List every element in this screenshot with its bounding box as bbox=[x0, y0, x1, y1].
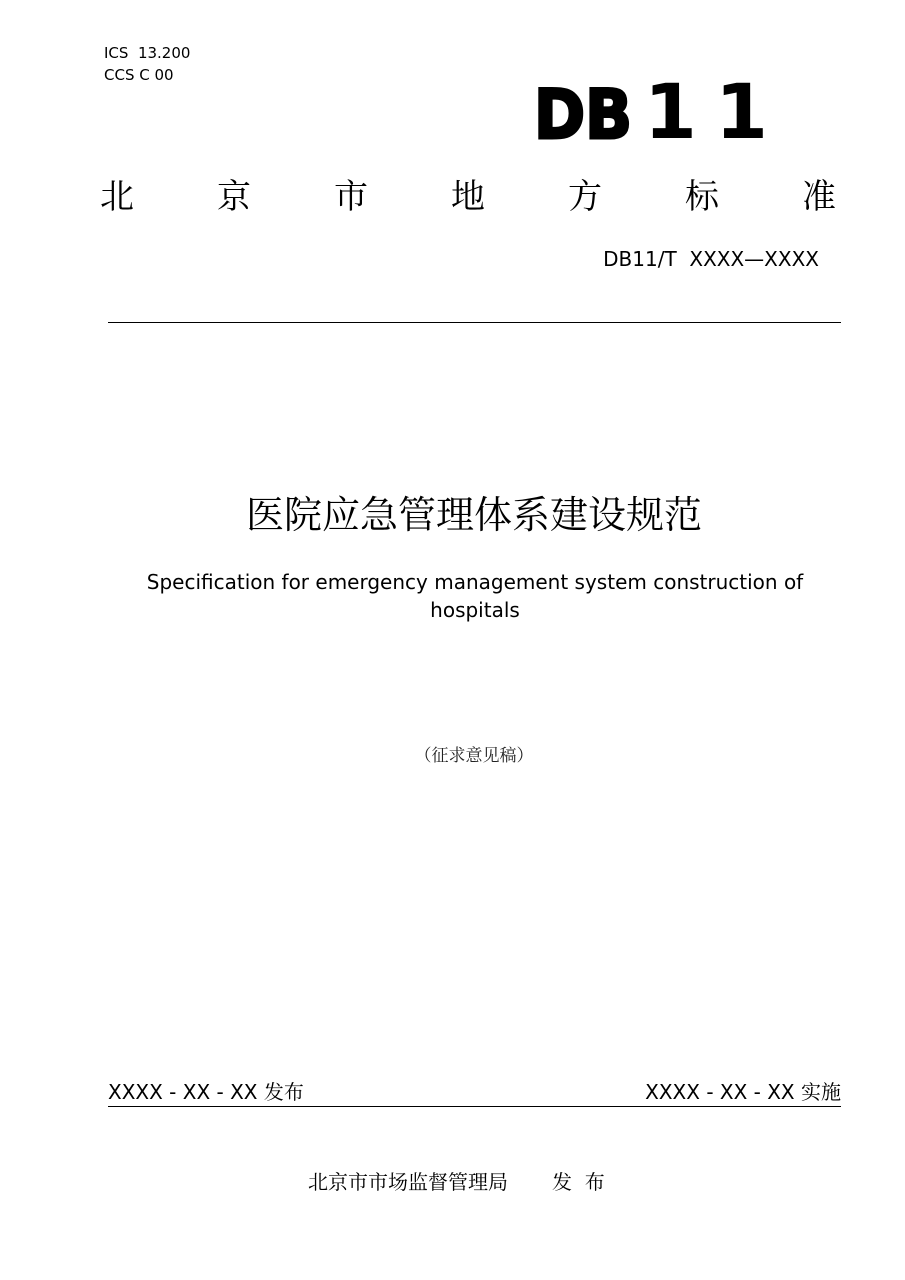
classification-codes bbox=[104, 42, 190, 86]
title-english: Specification for emergency management system construction of hospitals bbox=[146, 570, 804, 622]
standard-type-char: 标 bbox=[685, 177, 719, 217]
standard-number: DB11/T XXXX—XXXX bbox=[603, 247, 819, 271]
standard-type-char: 方 bbox=[568, 177, 602, 217]
top-divider bbox=[108, 322, 841, 323]
draft-status: （征求意见稿） bbox=[414, 746, 534, 766]
publisher-action: 发 布 bbox=[552, 1170, 605, 1194]
publisher-line bbox=[308, 1168, 605, 1196]
ics-code: ICS 13.200 bbox=[104, 44, 191, 62]
issue-date: XXXX - XX - XX 发布 bbox=[108, 1080, 304, 1104]
standard-type-char: 准 bbox=[802, 177, 836, 217]
ccs-code: CCS C 00 bbox=[104, 66, 174, 84]
standard-type-char: 市 bbox=[334, 177, 368, 217]
standard-type-char: 北 bbox=[100, 177, 134, 217]
logo-db-text: DB bbox=[534, 76, 632, 142]
standard-type-char: 京 bbox=[217, 177, 251, 217]
standard-type-char: 地 bbox=[451, 177, 485, 217]
title-chinese: 医院应急管理体系建设规范 bbox=[245, 493, 702, 537]
db11-logo bbox=[532, 72, 772, 142]
bottom-divider bbox=[108, 1106, 841, 1107]
implement-date: XXXX - XX - XX 实施 bbox=[645, 1080, 841, 1104]
logo-number-text: 11 bbox=[644, 72, 768, 142]
publisher-name: 北京市市场监督管理局 bbox=[308, 1170, 508, 1194]
standard-type-heading bbox=[100, 172, 836, 222]
